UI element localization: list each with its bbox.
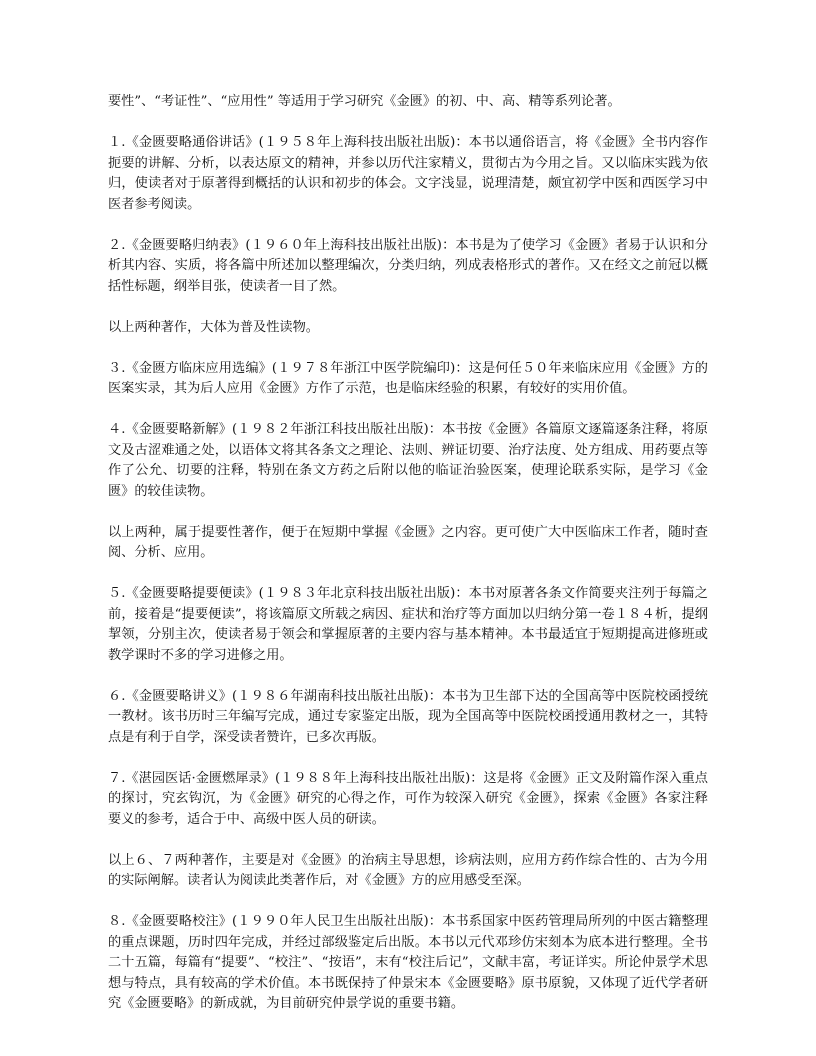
paragraph-book-2: ２.《金匮要略归纳表》(１９６０年上海科技出版社出版)：本书是为了使学习《金匮》者易于认识和分析其内容、实质，将各篇中所述加以整理编次，分类归纳，列成表格形式的著作。又在经文之前冠以概括性标题，纲举目张，使读者一目了然。 (108, 237, 708, 294)
paragraph-book-8: ８.《金匮要略校注》(１９９０年人民卫生出版社出版)：本书系国家中医药管理局所列的中医古籍整理的重点课题，历时四年完成，并经过部级鉴定后出版。本书以元代邓珍仿宋刻本为底本进行整理。全书二十五篇，每篇有“提要”、“校注”、“按语”，末有“校注后记”，文献丰富，考证详实。所论仲景学术思想与特点，具有较高的学术价值。本书既保持了仲景宋本《金匮要略》原书原貌，又体现了近代学者研究《金匮要略》的新成就，为目前研究仲景学说的重要书籍。 (108, 914, 708, 1011)
paragraph-intro-continuation: 要性”、“考证性”、“应用性” 等适用于学习研究《金匮》的初、中、高、精等系列论著。 (108, 94, 621, 109)
document-body (108, 92, 708, 1035)
paragraph-book-6: ６.《金匮要略讲义》(１９８６年湖南科技出版社出版)：本书为卫生部下达的全国高等中医院校函授统一教材。该书历时三年编写完成，通过专家鉴定出版，现为全国高等中医院校函授通用教材之一，其特点是有利于自学，深受读者赞许，已多次再版。 (108, 688, 708, 745)
paragraph-book-3: ３.《金匮方临床应用选编》(１９７８年浙江中医学院编印)：这是何任５０年来临床应用《金匮》方的医案实录，其为后人应用《金匮》方作了示范，也是临床经验的积累，有较好的实用价值。 (108, 360, 708, 396)
paragraph-book-7: ７.《湛园医话·金匮燃犀录》(１９８８年上海科技出版社出版)：这是将《金匮》正文及附篇作深入重点的探讨，究玄钩沉，为《金匮》研究的心得之作，可作为较深入研究《金匮》，探索《金匮》各家注释要义的参考，适合于中、高级中医人员的研读。 (108, 770, 708, 827)
paragraph-summary-3-4: 以上两种，属于提要性著作，便于在短期中掌握《金匮》之内容。更可使广大中医临床工作者，随时查阅、分析、应用。 (108, 524, 708, 560)
paragraph-book-5: ５.《金匮要略提要便读》(１９８３年北京科技出版社出版)：本书对原著各条文作简要夹注列于每篇之前，接着是“提要便读”，将该篇原文所载之病因、症状和治疗等方面加以归纳分第一卷１８４析，提纲挈领，分别主次，使读者易于领会和掌握原著的主要内容与基本精神。本书最适宜于短期提高进修班或教学课时不多的学习进修之用。 (108, 586, 708, 663)
paragraph-summary-6-7: 以上６、７两种著作，主要是对《金匮》的治病主导思想，诊病法则，应用方药作综合性的、古为今用的实际阐解。读者认为阅读此类著作后，对《金匮》方的应用感受至深。 (108, 852, 708, 888)
paragraph-book-4: ４.《金匮要略新解》(１９８２年浙江科技出版社出版)：本书按《金匮》各篇原文逐篇逐条注释，将原文及古涩难通之处，以语体文将其各条文之理论、法则、辨证切要、治疗法度、处方组成、用药要点等作了公允、切要的注释，特别在条文方药之后附以他的临证治验医案，使理论联系实际，是学习《金匮》的较佳读物。 (108, 422, 708, 499)
paragraph-summary-1-2: 以上两种著作，大体为普及性读物。 (108, 319, 319, 335)
paragraph-book-1: １.《金匮要略通俗讲话》(１９５８年上海科技出版社出版)：本书以通俗语言，将《金匮》全书内容作扼要的讲解、分析，以表达原文的精神，并参以历代注家精义，贯彻古为今用之旨。又以临床实践为依归，使读者对于原著得到概括的认识和初步的体会。文字浅显，说理清楚，颇宜初学中医和西医学习中医者参考阅读。 (108, 135, 708, 212)
